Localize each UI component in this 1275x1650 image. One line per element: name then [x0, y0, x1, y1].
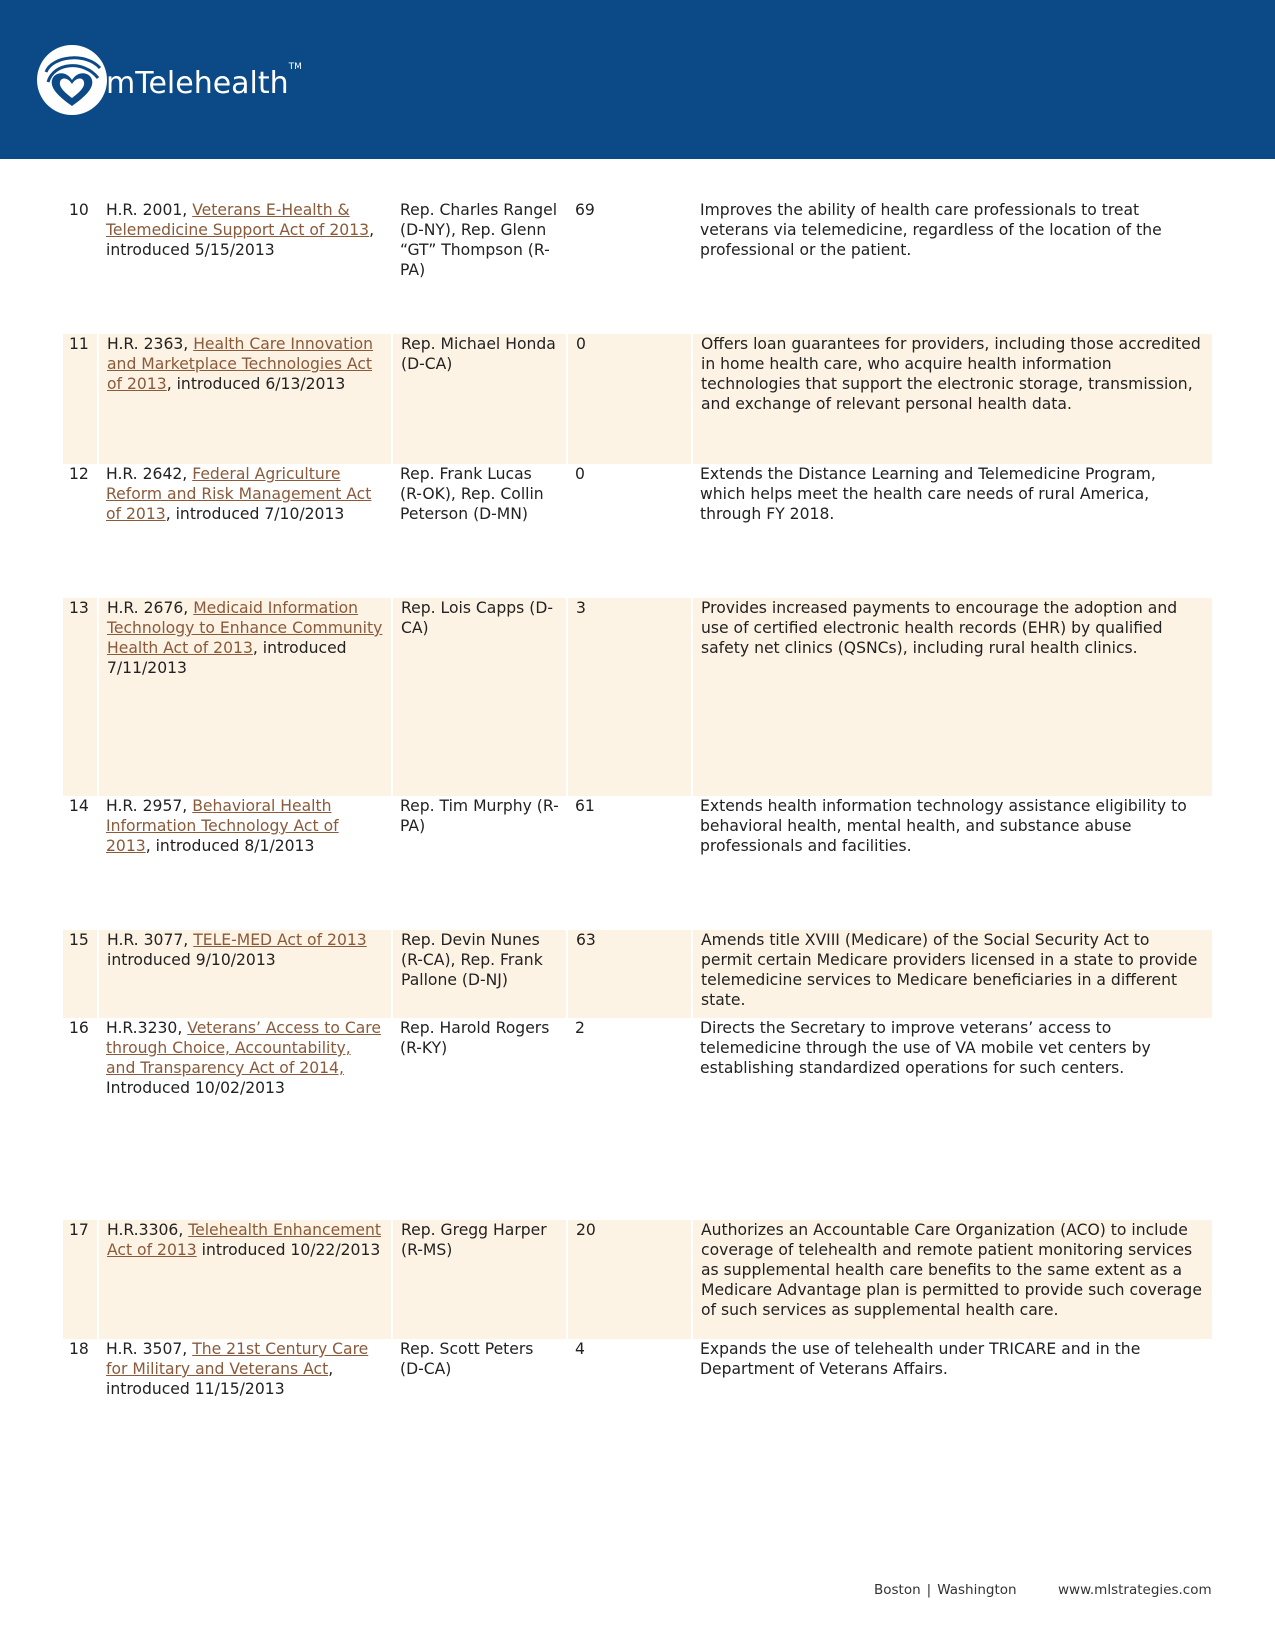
- table-row: [63, 464, 1212, 598]
- row-number: 10: [69, 201, 89, 219]
- footer-locations: [874, 1582, 1017, 1598]
- bill-number: H.R. 2642,: [106, 465, 193, 483]
- legislation-table: [63, 200, 1212, 1419]
- sponsor-cell: Rep. Frank Lucas (R-OK), Rep. Collin Peterson (D-MN): [400, 465, 544, 523]
- bill-number: H.R. 3507,: [106, 1340, 193, 1358]
- bill-intro-date: , introduced 8/1/2013: [145, 837, 315, 855]
- bill-number: H.R. 2957,: [106, 797, 193, 815]
- bill-intro-date: , introduced 7/11/2013: [107, 639, 347, 677]
- bill-number: H.R.3230,: [106, 1019, 188, 1037]
- footer-separator: |: [926, 1582, 932, 1598]
- sponsor-cell: Rep. Harold Rogers (R-KY): [400, 1019, 550, 1057]
- row-number: 12: [69, 465, 89, 483]
- bill-number: H.R. 2363,: [107, 335, 194, 353]
- sponsor-cell: Rep. Lois Capps (D-CA): [392, 598, 567, 796]
- bill-intro-date: introduced 9/10/2013: [107, 951, 276, 969]
- table-row: [63, 334, 1212, 464]
- description-cell: Improves the ability of health care professionals to treat veterans via telemedicine, regardless of the location of the professional or the patient.: [700, 201, 1162, 259]
- bill-cell: [98, 1220, 392, 1339]
- description-cell: Authorizes an Accountable Care Organization (ACO) to include coverage of telehealth and remote patient monitoring services as supplemental health care benefits to the same extent as a Medicare Advantage plan is permitted to provide such coverage of such services as supplemental health care.: [692, 1220, 1212, 1339]
- row-number: 18: [69, 1340, 89, 1358]
- cosponsor-count: 0: [567, 334, 692, 464]
- header-band: [0, 0, 1275, 159]
- footer-website-link[interactable]: www.mlstrategies.com: [1058, 1582, 1212, 1598]
- bill-title-link[interactable]: Behavioral Health Information Technology Act of 2013: [106, 797, 339, 855]
- description-cell: Provides increased payments to encourage the adoption and use of certified electronic health records (EHR) by qualified safety net clinics (QSNCs), including rural health clinics.: [692, 598, 1212, 796]
- bill-intro-date: , introduced 7/10/2013: [165, 505, 345, 523]
- bill-intro-date: , introduced 6/13/2013: [166, 375, 346, 393]
- description-cell: Amends title XVIII (Medicare) of the Social Security Act to permit certain Medicare providers licensed in a state to provide telemedicine services to Medicare beneficiaries in a different state.: [692, 930, 1212, 1018]
- sponsor-cell: Rep. Gregg Harper (R-MS): [392, 1220, 567, 1339]
- description-cell: Offers loan guarantees for providers, including those accredited in home health care, who acquire health information technologies that support the electronic storage, transmission, and exchange of relevant personal health data.: [692, 334, 1212, 464]
- heart-logo-icon: [34, 42, 110, 118]
- brand-name: mTelehealth™: [106, 61, 302, 101]
- cosponsor-count: 20: [567, 1220, 692, 1339]
- table-row: [63, 200, 1212, 334]
- description-cell: Expands the use of telehealth under TRICARE and in the Department of Veterans Affairs.: [700, 1340, 1141, 1378]
- bill-number: H.R.3306,: [107, 1221, 189, 1239]
- brand-logo[interactable]: [34, 42, 302, 118]
- table-row: [63, 1018, 1212, 1220]
- sponsor-cell: Rep. Charles Rangel (D-NY), Rep. Glenn “GT” Thompson (R-PA): [400, 201, 558, 279]
- bill-number: H.R. 3077,: [107, 931, 194, 949]
- table-row: [63, 1339, 1212, 1419]
- bill-cell: [98, 796, 392, 930]
- cosponsor-count: 69: [575, 201, 595, 219]
- table-row: [63, 796, 1212, 930]
- bill-title-link[interactable]: Telehealth Enhancement Act of 2013: [107, 1221, 381, 1259]
- sponsor-cell: Rep. Scott Peters (D-CA): [400, 1340, 534, 1378]
- description-cell: Extends health information technology assistance eligibility to behavioral health, mental health, and substance abuse professionals and facilities.: [700, 797, 1187, 855]
- row-number: 11: [63, 334, 98, 464]
- cosponsor-count: 2: [575, 1019, 585, 1037]
- bill-intro-date: introduced 10/22/2013: [196, 1241, 381, 1259]
- footer-city-washington: Washington: [937, 1582, 1017, 1598]
- row-number: 14: [69, 797, 89, 815]
- bill-title-link[interactable]: Medicaid Information Technology to Enhance Community Health Act of 2013: [107, 599, 383, 657]
- bill-intro-date: , introduced 5/15/2013: [106, 221, 375, 259]
- table-row: [63, 1220, 1212, 1339]
- bill-cell: [98, 1339, 392, 1419]
- cosponsor-count: 0: [575, 465, 585, 483]
- description-cell: Directs the Secretary to improve veterans’ access to telemedicine through the use of VA mobile vet centers by establishing standardized operations for such centers.: [700, 1019, 1151, 1077]
- page-footer: [0, 1582, 1275, 1602]
- footer-city-boston: Boston: [874, 1582, 921, 1598]
- bill-title-link[interactable]: The 21st Century Care for Military and Veterans Act: [106, 1340, 369, 1378]
- bill-title-link[interactable]: Federal Agriculture Reform and Risk Management Act of 2013: [106, 465, 372, 523]
- bill-number: H.R. 2676,: [107, 599, 194, 617]
- row-number: 16: [69, 1019, 89, 1037]
- bill-cell: [98, 1018, 392, 1220]
- bill-cell: [98, 464, 392, 598]
- sponsor-cell: Rep. Tim Murphy (R-PA): [400, 797, 559, 835]
- table-row: [63, 930, 1212, 1018]
- trademark-mark: TM: [288, 61, 302, 72]
- cosponsor-count: 3: [567, 598, 692, 796]
- bill-intro-date: , introduced 11/15/2013: [106, 1360, 334, 1398]
- row-number: 13: [63, 598, 98, 796]
- bill-cell: [98, 598, 392, 796]
- bill-title-link[interactable]: TELE-MED Act of 2013: [193, 931, 367, 949]
- cosponsor-count: 61: [575, 797, 595, 815]
- bill-title-link[interactable]: Health Care Innovation and Marketplace Technologies Act of 2013: [107, 335, 373, 393]
- sponsor-cell: Rep. Devin Nunes (R-CA), Rep. Frank Pallone (D-NJ): [392, 930, 567, 1018]
- cosponsor-count: 63: [567, 930, 692, 1018]
- row-number: 15: [63, 930, 98, 1018]
- sponsor-cell: Rep. Michael Honda (D-CA): [392, 334, 567, 464]
- bill-title-link[interactable]: Veterans’ Access to Care through Choice, Accountability, and Transparency Act of 2014,: [106, 1019, 381, 1077]
- bill-cell: [98, 200, 392, 334]
- bill-number: H.R. 2001,: [106, 201, 193, 219]
- cosponsor-count: 4: [575, 1340, 585, 1358]
- bill-cell: [98, 334, 392, 464]
- bill-cell: [98, 930, 392, 1018]
- bill-title-link[interactable]: Veterans E-Health & Telemedicine Support Act of 2013: [106, 201, 370, 239]
- bill-intro-date: Introduced 10/02/2013: [106, 1079, 285, 1097]
- table-row: [63, 598, 1212, 796]
- description-cell: Extends the Distance Learning and Telemedicine Program, which helps meet the health care needs of rural America, through FY 2018.: [700, 465, 1156, 523]
- row-number: 17: [63, 1220, 98, 1339]
